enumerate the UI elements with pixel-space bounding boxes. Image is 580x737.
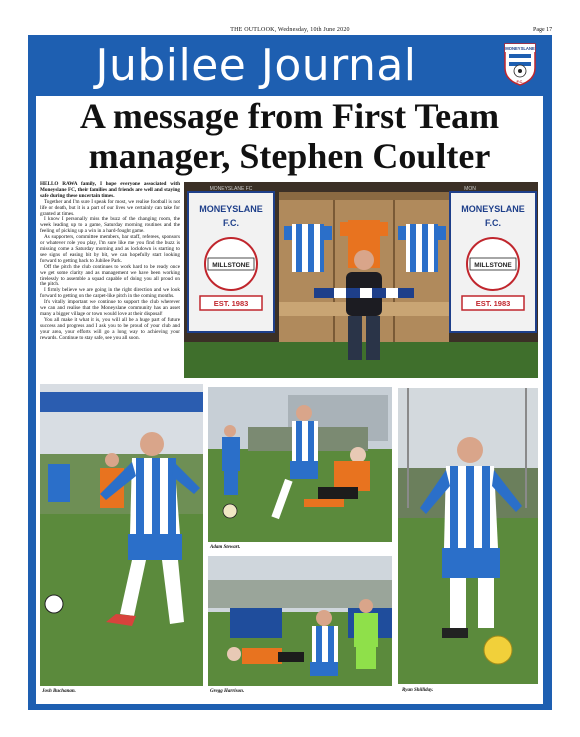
caption-ryan: Ryan Shilliday. xyxy=(402,688,434,693)
caption-josh: Josh Buchanan. xyxy=(42,689,76,694)
main-sign-left-line1: MONEYSLANE xyxy=(199,204,263,214)
main-banner-top-left: MONEYSLANE FC xyxy=(209,186,253,192)
club-badge xyxy=(503,42,537,86)
article-paragraph: Together and I'm sure I speak for most, we realise football is not life or death, but it is a part of our lives we certainly can take for granted at times. xyxy=(40,198,180,217)
photo-gregg-harrison xyxy=(208,556,392,686)
headline-line1: A message from First Team xyxy=(79,96,500,136)
photo-adam-stewart xyxy=(208,387,392,542)
main-photo xyxy=(184,182,538,378)
article-paragraph: Off the pitch the club continues to work hard to be ready once we get some clarity and as management we have been working tirelessly to assemble a squad capable of doing you all proud on the pitch. xyxy=(40,263,180,288)
main-sign-left-line2: F.C. xyxy=(222,218,240,228)
main-sign-right-line1: MONEYSLANE xyxy=(461,204,525,214)
main-sign-right-stone: MILLSTONE xyxy=(474,262,512,269)
article-paragraph: HELLO RAWA family, I hope everyone associated with Moneyslane FC, their families and friends are well and staying safe during these uncertain times. xyxy=(40,181,180,199)
badge-line2: F.C. xyxy=(516,79,524,84)
masthead-title: Jubilee Journal xyxy=(95,40,417,91)
page-header-center: THE OUTLOOK, Wednesday, 10th June 2020 xyxy=(230,27,350,33)
article-body xyxy=(40,182,180,341)
page-number: Page 17 xyxy=(533,27,553,33)
article-paragraph: It's vitally important we continue to support the club wherever we can and realise that the Moneyslane community has an asset many a bigger village or town would love at their disposal! xyxy=(40,299,180,317)
badge-line1: MONEYSLANE xyxy=(505,46,535,51)
headline-line2: manager, Stephen Coulter xyxy=(88,136,491,176)
article-paragraph: I know I personally miss the buzz of the changing room, the week leading up to a game, Saturday morning routines and the feeling of picking up a win in a hard-fought game. xyxy=(40,216,180,235)
main-sign-left-stone: MILLSTONE xyxy=(212,262,250,269)
main-banner-top-right: MON xyxy=(464,186,476,192)
main-sign-right-est: EST. 1983 xyxy=(475,299,511,308)
article-paragraph: I firmly believe we are going in the right direction and we look forward to getting on the carpet-like pitch in the coming months. xyxy=(40,287,180,300)
article-paragraph: You all make it what it is, you will all be a huge part of future success and progress and I ask you to be proud of your club and your area, your efforts will go a long way to achieving your rewards. Continue to stay safe, see you all soon. xyxy=(40,316,180,341)
caption-adam: Adam Stewart. xyxy=(210,545,241,550)
photo-ryan-shilliday xyxy=(398,388,538,684)
main-sign-left-est: EST. 1983 xyxy=(213,299,249,308)
main-sign-right-line2: F.C. xyxy=(484,218,502,228)
caption-gregg: Gregg Harrison. xyxy=(210,689,245,694)
photo-josh-buchanan xyxy=(40,384,203,686)
headline xyxy=(40,96,539,176)
article-paragraph: As supporters, committee members, bar staff, referees, sponsors or whatever role you play, I'm sure like me you find the buzz is missing come a Saturday morning and as lockdown is starting to see signs of easing bit by bit, we can hopefully start looking forward to getting back to Jubilee Park. xyxy=(40,234,180,264)
